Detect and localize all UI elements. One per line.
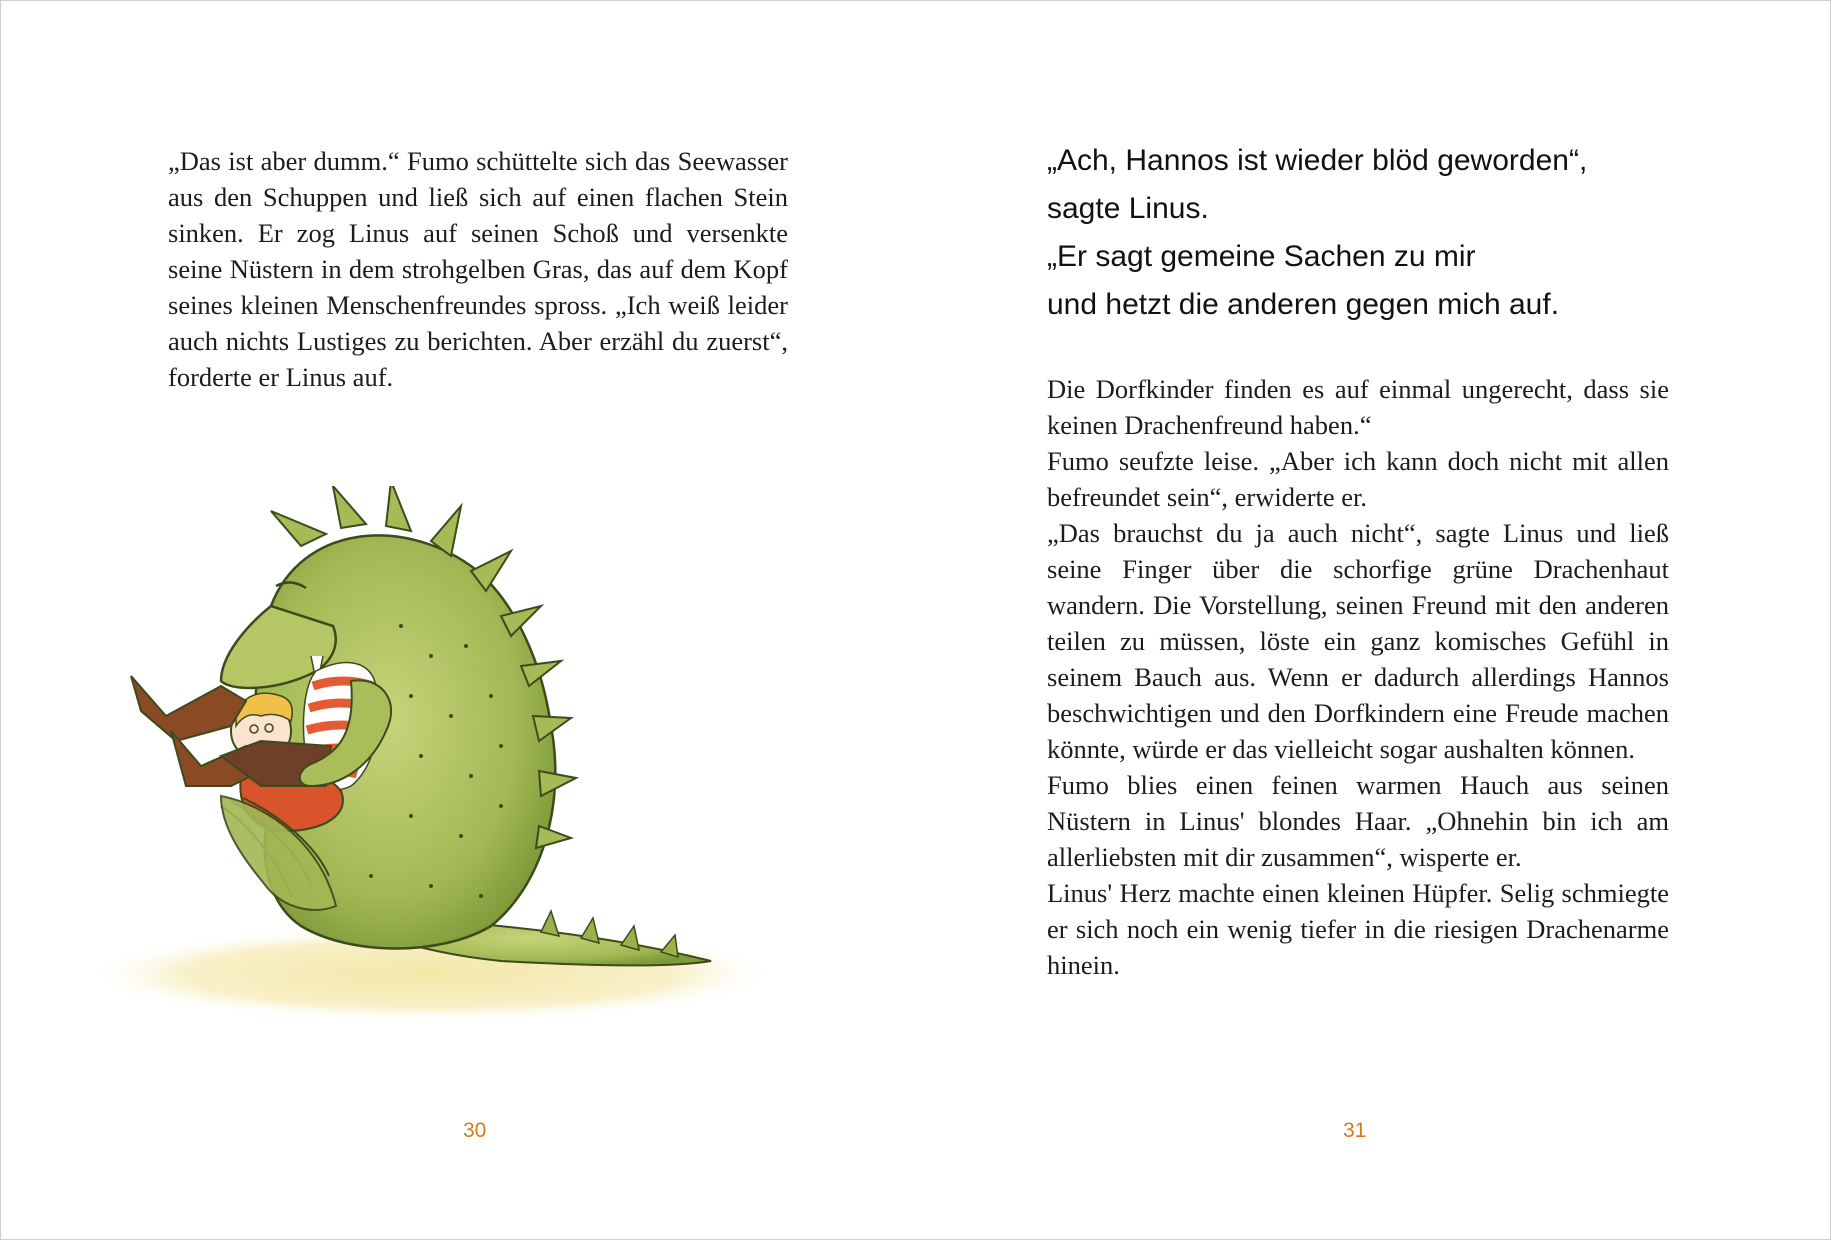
quote-line: „Ach, Hannos ist wieder blöd geworden“, bbox=[1047, 144, 1588, 177]
right-paragraph: Fumo seufzte leise. „Aber ich kann doch nicht mit allen befreundet sein“, erwiderte er. bbox=[1047, 446, 1669, 512]
left-page bbox=[1, 1, 915, 1239]
right-body-text bbox=[1047, 371, 1669, 983]
right-paragraph: Linus' Herz machte einen kleinen Hüpfer. Selig schmiegte er sich noch ein wenig tiefer in die riesigen Drachenarme hinein. bbox=[1047, 878, 1669, 980]
quote-block bbox=[1047, 137, 1727, 329]
page-number: 31 bbox=[1343, 1119, 1367, 1142]
quote-line: sagte Linus. bbox=[1047, 192, 1209, 225]
right-page bbox=[915, 1, 1830, 1239]
left-paragraph: „Das ist aber dumm.“ Fumo schüttelte sich das Seewasser aus den Schuppen und ließ sich auf einen flachen Stein sinken. Er zog Linus auf seinen Schoß und versenkte seine Nüstern in dem strohgelben Gras, das auf dem Kopf seines kleinen Menschenfreundes spross. „Ich weiß leider auch nichts Lustiges zu berichten. Aber erzähl du zuerst“, forderte er Linus auf. bbox=[168, 146, 788, 392]
right-paragraph: „Das brauchst du ja auch nicht“, sagte Linus und ließ seine Finger über die schorfige grüne Drachenhaut wandern. Die Vorstellung, seinen Freund mit den anderen teilen zu müssen, löste ein ganz komisches Gefühl in seinem Bauch aus. Wenn er dadurch allerdings Hannos beschwichtigen und den Dorfkindern eine Freude machen könnte, würde er das vielleicht sogar aushalten können. bbox=[1047, 518, 1669, 764]
quote-line: „Er sagt gemeine Sachen zu mir bbox=[1047, 240, 1476, 273]
right-paragraph: Die Dorfkinder finden es auf einmal ungerecht, dass sie keinen Drachenfreund haben.“ bbox=[1047, 374, 1669, 440]
quote-line: und hetzt die anderen gegen mich auf. bbox=[1047, 288, 1560, 321]
dragon-and-boy-illustration bbox=[71, 486, 831, 1046]
left-body-text bbox=[168, 143, 788, 395]
page-number: 30 bbox=[463, 1119, 487, 1142]
right-paragraph: Fumo blies einen feinen warmen Hauch aus seinen Nüstern in Linus' blondes Haar. „Ohnehin bin ich am allerliebsten mit dir zusammen“, wisperte er. bbox=[1047, 770, 1669, 872]
